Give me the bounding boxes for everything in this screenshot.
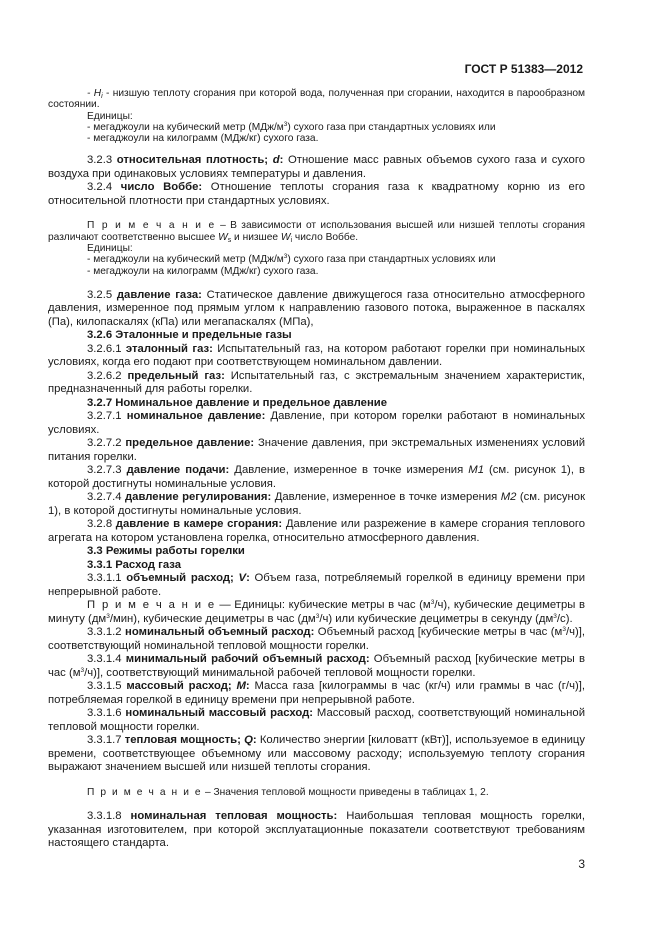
unit-line: - мегаджоули на килограмм (МДж/кг) сухого газа. — [87, 133, 319, 145]
section-3-2-7-2: 3.2.7.2 предельное давление: Значение давления, при экстремальных изменениях условий питания горелки. — [48, 437, 586, 463]
hi-definition: - $H_i$ - низшую теплоту сгорания при которой вода, полученная при сгорании, находится в парообразном состоянии. — [48, 88, 585, 111]
section-3-2-8: 3.2.8 давление в камере сгорания: Давление или разрежение в камере сгорания теплового агрегата на котором установлена горелка, относительно атмосферного давления. — [48, 518, 586, 544]
section-3-3-heading: 3.3 Режимы работы горелки — [87, 545, 245, 558]
document-body — [48, 88, 585, 851]
units-label: Единицы: — [87, 243, 133, 255]
section-3-2-7-3: 3.2.7.3 давление подачи: Давление, измеренное в точке измерения M1 (см. рисунок 1), в которой достигнуты номинальные условия. — [48, 464, 586, 490]
note-wobbe: П р и м е ч а н и е – В зависимости от использования высшей или низшей теплоты сгорания различают соответственно высшее $W_s$ и низшее $W_i$ число Воббе. — [48, 220, 585, 244]
section-3-2-7-4: 3.2.7.4 давление регулирования: Давление, измеренное в точке измерения M2 (см. рисунок 1), в которой достигнуты номинальные условия. — [48, 491, 586, 517]
section-3-2-5: 3.2.5 давление газа: Статическое давление движущегося газа относительно атмосферного давления, измеренное под прямым углом к направлению газового потока, выраженное в паскалях (Па), килопаскалях (кПа) или мегапаскалях (МПа), — [48, 288, 586, 328]
note-heat-output: П р и м е ч а н и е – Значения тепловой мощности приведены в таблицах 1, 2. — [87, 786, 489, 798]
page-number: 3 — [578, 857, 585, 871]
section-3-3-1-7: 3.3.1.7 тепловая мощность; Q: Количество энергии [киловатт (кВт)], используемое в единицу времени, соответствующее объемному или массовому расходу; используемую теплоту сгорания выражают значением высшей или низшей теплоты сгорания. — [48, 734, 585, 774]
section-3-3-1-2: 3.3.1.2 номинальный объемный расход: Объемный расход [кубические метры в час $(м^3/ч)$], соответствующий номинальной тепловой мощности горелки. — [48, 626, 586, 652]
section-3-2-7-heading: 3.2.7 Номинальное давление и предельное давление — [87, 396, 388, 409]
note-flow-units: П р и м е ч а н и е — Единицы: кубические метры в час $(м^3/ч)$, кубические дециметры в минуту $(дм^3/мин)$, кубические дециметры в час $(дм^3/ч)$ или кубические дециметры в секунду $(дм^3/с)$. — [48, 599, 585, 625]
unit-line: - мегаджоули на кубический метр $(МДж/м^3)$ сухого газа при стандартных условиях или — [87, 120, 496, 133]
section-3-3-1-5: 3.3.1.5 массовый расход; M: Масса газа [килограммы в час (кг/ч) или граммы в час (г/ч)], потребляемая горелкой в единицу времени при непрерывной работе. — [48, 680, 585, 706]
section-3-3-1-4: 3.3.1.4 минимальный рабочий объемный расход: Объемный расход [кубические метры в час $(м^3/ч)$], соответствующий минимальной рабочей тепловой мощности горелки. — [48, 653, 586, 679]
section-3-3-1-6: 3.3.1.6 номинальный массовый расход: Массовый расход, соответствующий номинальной тепловой мощности горелки. — [48, 707, 586, 733]
units-label: Единицы: — [87, 110, 133, 122]
section-3-2-6-2: 3.2.6.2 предельный газ: Испытательный газ, с экстремальным значением характеристик, предназначенный для работы горелки. — [48, 369, 585, 396]
section-3-2-4: 3.2.4 число Воббе: Отношение теплоты сгорания газа к квадратному корню из его относительной плотности при стандартных условиях. — [48, 181, 585, 207]
section-3-2-6-1: 3.2.6.1 эталонный газ: Испытательный газ, на котором работают горелки при номинальных условиях, когда его подают при соответствующем номинальном давлении. — [48, 342, 585, 369]
section-3-3-1-1: 3.3.1.1 объемный расход; V: Объем газа, потребляемый горелкой в единицу времени при непрерывной работе. — [48, 572, 585, 598]
section-3-2-6-heading: 3.2.6 Эталонные и предельные газы — [87, 329, 292, 342]
section-3-2-3: 3.2.3 относительная плотность; d: Отношение масс равных объемов сухого газа и сухого воздуха при одинаковых условиях температуры и давления. — [48, 154, 585, 180]
section-3-3-1-heading: 3.3.1 Расход газа — [87, 558, 182, 571]
unit-line: - мегаджоули на кубический метр $(МДж/м^3)$ сухого газа при стандартных условиях или — [87, 253, 496, 266]
section-3-3-1-8: 3.3.1.8 номинальная тепловая мощность: Наибольшая тепловая мощность горелки, указанная изготовителем, при которой эксплуатационные показатели соответствуют требованиям настоящего стандарта. — [48, 810, 585, 850]
section-3-2-7-1: 3.2.7.1 номинальное давление: Давление, при котором горелки работают в номинальных условиях. — [48, 410, 586, 436]
standard-header: ГОСТ Р 51383—2012 — [464, 62, 583, 76]
unit-line: - мегаджоули на килограмм (МДж/кг) сухого газа. — [87, 265, 319, 277]
